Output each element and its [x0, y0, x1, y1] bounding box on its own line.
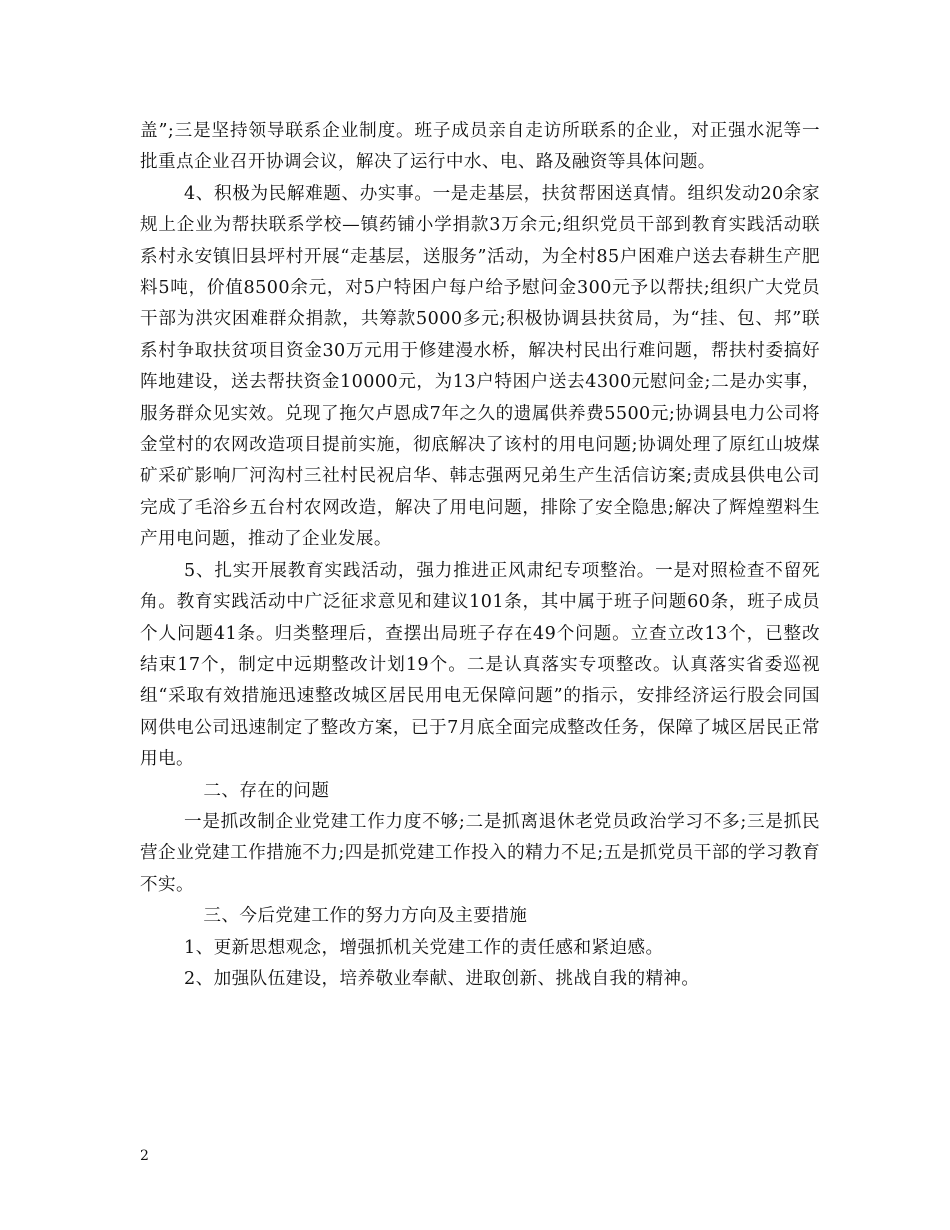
paragraph-continuation: 盖”;三是坚持领导联系企业制度。班子成员亲自走访所联系的企业，对正强水泥等一批重点企业召开协调会议，解决了运行中水、电、路及融资等具体问题。 — [140, 121, 820, 173]
paragraph-item-4: 4、积极为民解难题、办实事。一是走基层，扶贫帮困送真情。组织发动20余家规上企业为帮扶联系学校—镇药铺小学捐款3万余元;组织党员干部到教育实践活动联系村永安镇旧县坪村开展“走基层，送服务”活动，为全村85户困难户送去春耕生产肥料5吨，价值8500余元，对5户特困户每户给予慰问金300元予以帮扶;组织广大党员干部为洪灾困难群众捐款，共筹款5000多元;积极协调县扶贫局，为“挂、包、邦”联系村争取扶贫项目资金30万元用于修建漫水桥，解决村民出行难问题，帮扶村委搞好阵地建设，送去帮扶资金10000元，为13户特困户送去4300元慰问金;二是办实事，服务群众见实效。兑现了拖欠卢恩成7年之久的遗属供养费5500元;协调县电力公司将金堂村的农网改造项目提前实施，彻底解决了该村的用电问题;协调处理了原红山坡煤矿采矿影响厂河沟村三社村民祝启华、韩志强两兄弟生产生活信访案;责成县供电公司完成了毛浴乡五台村农网改造，解决了用电问题，排除了安全隐患;解决了辉煌塑料生产用电问题，推动了企业发展。 — [140, 183, 820, 550]
paragraph-measure-1: 1、更新思想观念，增强抓机关党建工作的责任感和紧迫感。 — [184, 937, 664, 958]
page-number: 2 — [140, 1148, 149, 1164]
document-body — [140, 116, 820, 995]
paragraph-problems: 一是抓改制企业党建工作力度不够;二是抓离退休老党员政治学习不多;三是抓民营企业党建工作措施不力;四是抓党建工作投入的精力不足;五是抓党员干部的学习教育不实。 — [140, 811, 820, 895]
paragraph-item-5: 5、扎实开展教育实践活动，强力推进正风肃纪专项整治。一是对照检查不留死角。教育实践活动中广泛征求意见和建议101条，其中属于班子问题60条，班子成员个人问题41条。归类整理后，查摆出局班子存在49个问题。立查立改13个，已整改结束17个，制定中远期整改计划19个。二是认真落实专项整改。认真落实省委巡视组“采取有效措施迅速整改城区居民用电无保障问题”的指示，安排经济运行股会同国网供电公司迅速制定了整改方案，已于7月底全面完成整改任务，保障了城区居民正常用电。 — [140, 560, 820, 770]
section-heading-measures: 三、今后党建工作的努力方向及主要措施 — [203, 906, 528, 927]
section-heading-problems: 二、存在的问题 — [203, 780, 330, 801]
paragraph-measure-2: 2、加强队伍建设，培养敬业奉献、进取创新、挑战自我的精神。 — [184, 968, 700, 989]
